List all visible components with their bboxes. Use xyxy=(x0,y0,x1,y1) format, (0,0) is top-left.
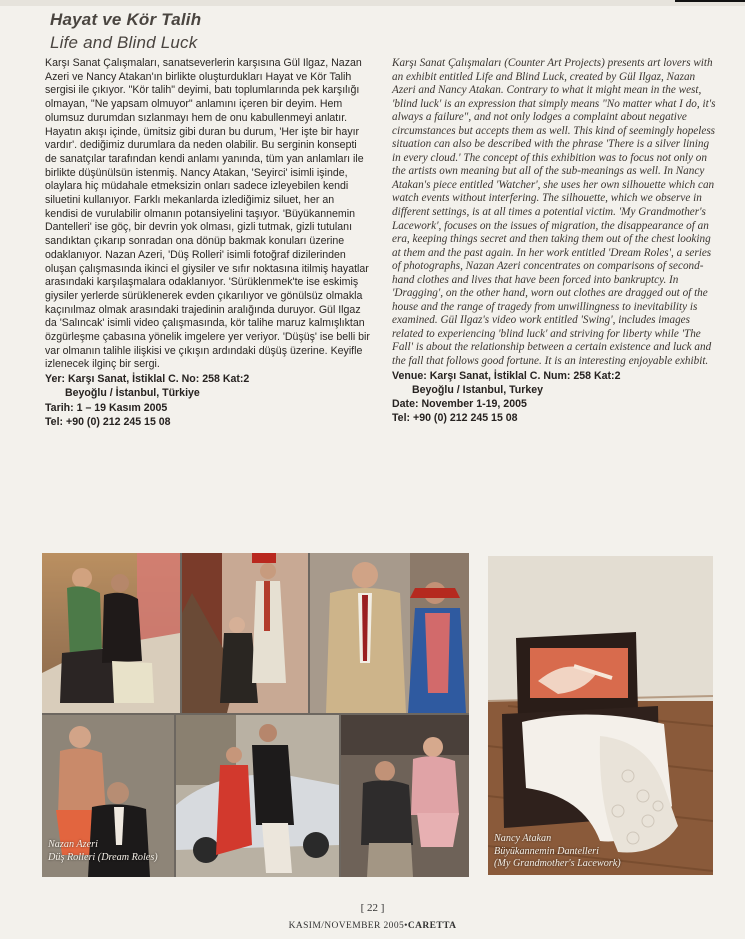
english-tel-line xyxy=(392,411,717,425)
car-scene-figures xyxy=(176,715,339,877)
magazine-footer xyxy=(0,921,745,931)
caption-dream-roles xyxy=(48,839,158,864)
page-top-edge xyxy=(0,0,745,6)
date-value-en: November 1-19, 2005 xyxy=(421,397,527,410)
tel-value-en: +90 (0) 212 245 15 08 xyxy=(413,412,518,425)
couple-seated-figures xyxy=(341,715,469,877)
venue-address: Karşı Sanat, İstiklal C. Num: 258 Kat:2 xyxy=(429,369,621,382)
article-title-english: Life and Blind Luck xyxy=(50,33,198,52)
footer-magazine: CARETTA xyxy=(407,921,457,931)
tel-label-tr: Tel: xyxy=(45,415,64,428)
turkish-place-line xyxy=(45,372,370,400)
place-city: Beyoğlu / İstanbul, Türkiye xyxy=(65,387,200,400)
tel-label-en: Tel: xyxy=(392,412,411,425)
page-number: [ 22 ] xyxy=(360,902,385,914)
staircase-woman-figures xyxy=(182,553,308,713)
tel-value-tr: +90 (0) 212 245 15 08 xyxy=(66,415,171,428)
date-label-tr: Tarih: xyxy=(45,401,74,414)
collage-tile-man-in-suit xyxy=(310,553,469,713)
english-venue-line xyxy=(392,369,717,397)
lacework-photo xyxy=(488,556,713,875)
english-date-line xyxy=(392,397,717,411)
collage-tile-car-scene xyxy=(176,715,339,877)
collage-tile-couple-seated xyxy=(341,715,469,877)
turkish-body-text: Karşı Sanat Çalışmaları, sanatseverlerin karşısına Gül Ilgaz, Nazan Azeri ve Nancy Atakan'ın birlikte oluşturdukları Hayat ve Kör Talih sergisi ile çıkıyor. "Kör talih" deyimi, batı toplumlarında pek karşılığı olmayan, "Ne yapsam olmuyor" anlamını içeren bir deyim. Hem olumsuz durumdan sızlanmayı hem de onu kabullenmeyi anlatır. Hayatın akışı içinde, ümitsiz gibi duran bu durum, 'Her işte bir hayır vardır'. dediğimiz durumlara da neden olabilir. Bu serginin konsepti de sanatçılar tarafından kendi anlamı yanında, tüm yan anlamları ile birlikte düşünülsün istenmiş. Nancy Atakan, 'Seyirci' isimli işinde, olaylara hiç müdahale etmeksizin onları sadece izleyebilen kendi siluetini kullanıyor. Farklı mekanlarda izlediğimiz siluet, her an kendisi de vurulabilir olmanın potansiyelini taşıyor. 'Büyükannemin Dantelleri' ise göç, bir devrin yok olması, gizli tutmak, gizli tutulanı sandıktan çıkarıp sonradan ona dönüp bakmak konuları üzerine odaklanıyor. Nazan Azeri, 'Düş Rolleri' isimli fotoğraf dizilerinden oluşan çalışmasında ikinci el giysiler ve sıfır noktasına itilmiş hayatlar arasındaki karşılaşmalara odaklanıyor. 'Sürüklenmek'te ise eskimiş giysiler yerlerde sürüklenerek evden çıkarılıyor ve gönülsüz olmakla kaçınılmaz olmak arasındaki trajedinin aralığında duruyor. Gül Ilgaz da 'Salıncak' isimli video çalışmasında, kör talihe maruz kalmışlıktan özgürleşme çabasına yönelik imgelere yer veriyor. 'Düşüş' ise belli bir var olmanın talihle ilişkisi ve çıkışın ardındaki düşüş üzerine. Keyifle izlenecek ilginç bir sergi. xyxy=(45,57,370,371)
date-label-en: Date: xyxy=(392,397,419,410)
caption-artist-atakan: Nancy Atakan xyxy=(494,833,552,844)
caption-work-dream-roles: Düş Rolleri (Dream Roles) xyxy=(48,851,158,863)
place-address: Karşı Sanat, İstiklal C. No: 258 Kat:2 xyxy=(67,373,250,386)
english-column xyxy=(392,57,717,425)
date-value-tr: 1 – 19 Kasım 2005 xyxy=(76,401,168,414)
stairs-couple-figures xyxy=(42,553,180,713)
place-label: Yer: xyxy=(45,373,66,386)
article-title-turkish: Hayat ve Kör Talih xyxy=(50,10,202,29)
caption-work-lacework-en: (My Grandmother's Lacework) xyxy=(494,858,621,869)
footer-separator: • xyxy=(404,921,408,931)
turkish-column xyxy=(45,57,370,429)
caption-lacework xyxy=(494,833,621,871)
english-body-text: Karşı Sanat Çalışmaları (Counter Art Projects) presents art lovers with an exhibit entitled Life and Blind Luck, created by Gül Ilgaz, Nazan Azeri and Nancy Atakan. Contrary to what it might mean in the west, 'blind luck' is an expression that simply means "No matter what I do, it's always a failure", and not only lodges a complaint about negative circumstances but accepts them as well. This kind of seemingly hopeless situation can also be described with the phrase 'There is a silver lining in every cloud.' The concept of this exhibition was to focus not only on the artists own meaning but all of the sub-meanings as well. In Nancy Atakan's piece entitled 'Watcher', she uses her own silhouette which can watch events without interfering. The silhouette, which we observe in different settings, is at all times a potential victim. 'My Grandmother's Lacework', focuses on the issues of migration, the disappearance of an era, keeping things secret and then taking them out of the chest looking at them and the past again. In her work entitled 'Dream Roles', a series of photographs, Nazan Azeri concentrates on comparisons of second-hand clothes and lives that have been forced into bankruptcy. In 'Dragging', on the other hand, worn out clothes are dragged out of the house and the range of tragedy from unwillingness to inevitability is examined. Gül Ilgaz's video work entitled 'Swing', includes images related to experiencing 'blind luck' and striving for liberty while 'The Fall' is about the relationship between a certain existence and luck and the fall that follows good fortune. It is an interesting enjoyable exhibit. xyxy=(392,57,716,368)
caption-artist-azeri: Nazan Azeri xyxy=(48,839,98,850)
turkish-date-line xyxy=(45,401,370,415)
turkish-exhibit-info xyxy=(45,372,370,429)
dream-roles-photo-collage xyxy=(42,553,469,877)
english-exhibit-info xyxy=(392,369,717,426)
venue-city: Beyoğlu / Istanbul, Turkey xyxy=(412,383,544,396)
venue-label: Venue: xyxy=(392,369,427,382)
collage-tile-staircase-woman xyxy=(182,553,308,713)
caption-work-lacework-tr: Büyükannemin Dantelleri xyxy=(494,845,599,857)
footer-issue: KASIM/NOVEMBER 2005 xyxy=(288,921,405,931)
lacework-chest-image xyxy=(488,556,713,875)
collage-tile-stairs-couple xyxy=(42,553,180,713)
man-in-suit-figures xyxy=(310,553,469,713)
turkish-tel-line xyxy=(45,415,370,429)
